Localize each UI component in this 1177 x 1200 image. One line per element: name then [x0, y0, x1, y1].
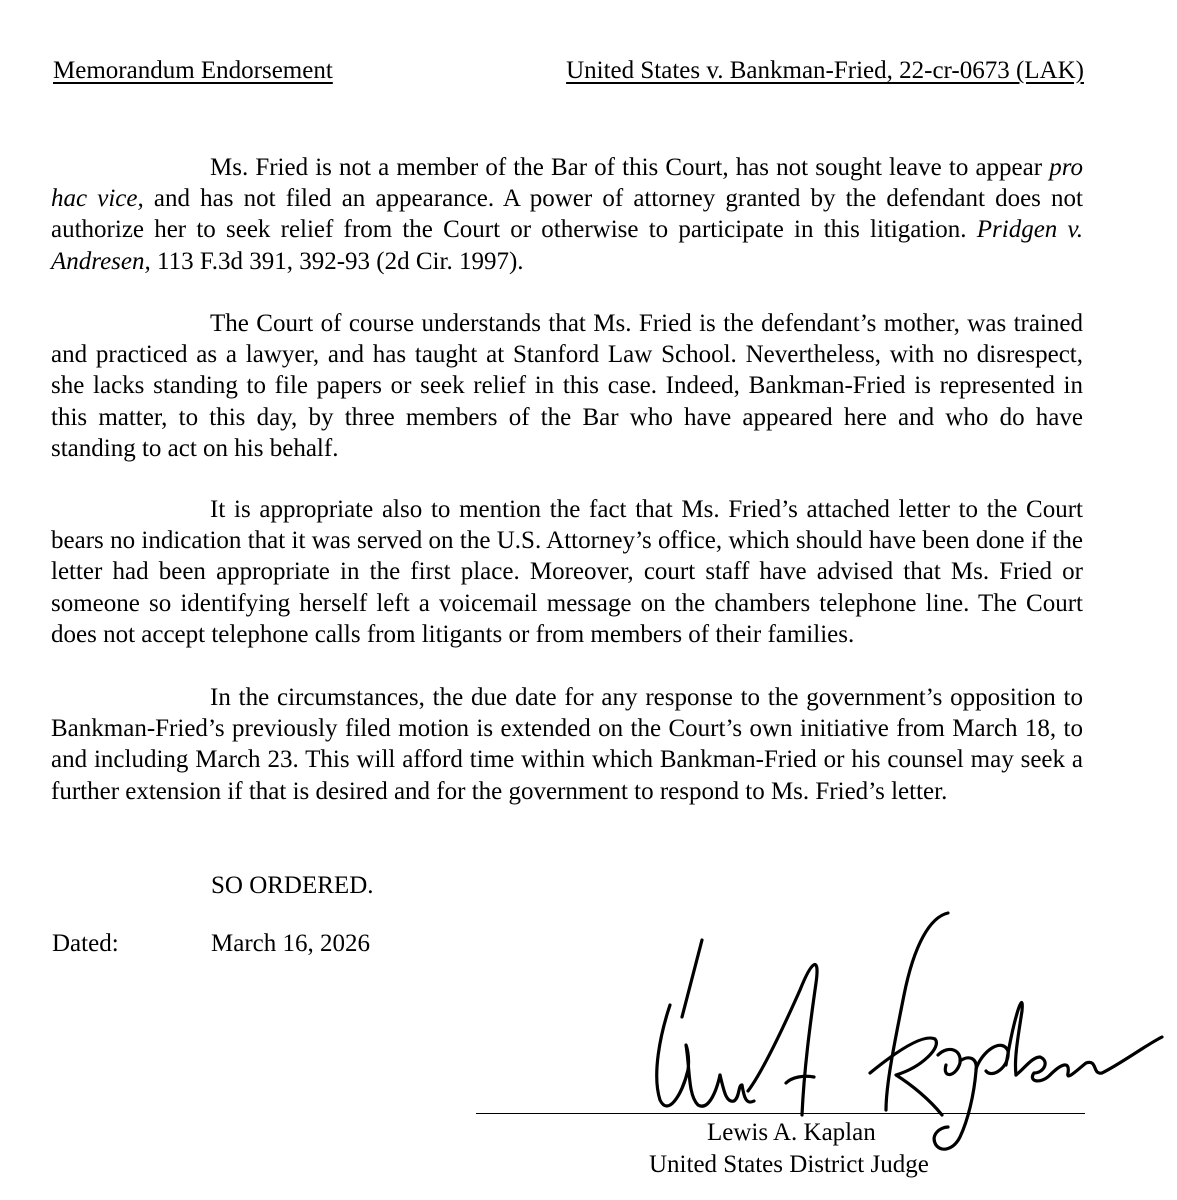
dated-label: Dated: [52, 930, 119, 957]
paragraph-3: It is appropriate also to mention the fact that Ms. Fried’s attached letter to the Court bears no indication that it was served on the U.S. Attorney’s office, which should have been done if the letter had been appropriate in the first place. Moreover, court staff have advised that Ms. Fried or someone so identifying herself left a voicemail message on the chambers telephone line. The Court does not accept telephone calls from litigants or from members of their families. [51, 496, 1083, 648]
paragraph-2: The Court of course understands that Ms. Fried is the defendant’s mother, was trained and practiced as a lawyer, and has taught at Stanford Law School. Nevertheless, with no disrespect, she lacks standing to file papers or seek relief in this case. Indeed, Bankman-Fried is represented in this matter, to this day, by three members of the Bar who have appeared here and who do have standing to act on his behalf. [51, 310, 1083, 462]
signature-line [476, 1113, 1085, 1114]
so-ordered: SO ORDERED. [211, 872, 374, 899]
paragraph-1-text-b: and has not filed an appearance. A power of attorney granted by the defendant does not authorize her to seek relief from the Court or otherwise to participate in this litigation. [51, 185, 1083, 244]
dated-value: March 16, 2026 [211, 930, 370, 957]
paragraph-1-italic-a: pro hac vice, [51, 154, 1083, 213]
case-caption: United States v. Bankman-Fried, 22-cr-0673 (LAK) [566, 57, 1084, 84]
paragraph-1-text-a: Ms. Fried is not a member of the Bar of this Court, has not sought leave to appear [210, 154, 1050, 181]
paragraph-1 [51, 152, 1083, 277]
signer-name: Lewis A. Kaplan [707, 1119, 876, 1146]
signer-title: United States District Judge [649, 1151, 929, 1178]
document-header-title: Memorandum Endorsement [53, 57, 333, 84]
paragraph-1-text-c: 113 F.3d 391, 392-93 (2d Cir. 1997). [150, 247, 524, 275]
paragraph-4: In the circumstances, the due date for any response to the government’s opposition to Bankman-Fried’s previously filed motion is extended on the Court’s own initiative from March 18, to and including March 23. This will afford time within which Bankman-Fried or his counsel may seek a further extension if that is desired and for the government to respond to Ms. Fried’s letter. [51, 684, 1083, 805]
case-citation-name: Pridgen v. Andresen, [51, 216, 1083, 275]
